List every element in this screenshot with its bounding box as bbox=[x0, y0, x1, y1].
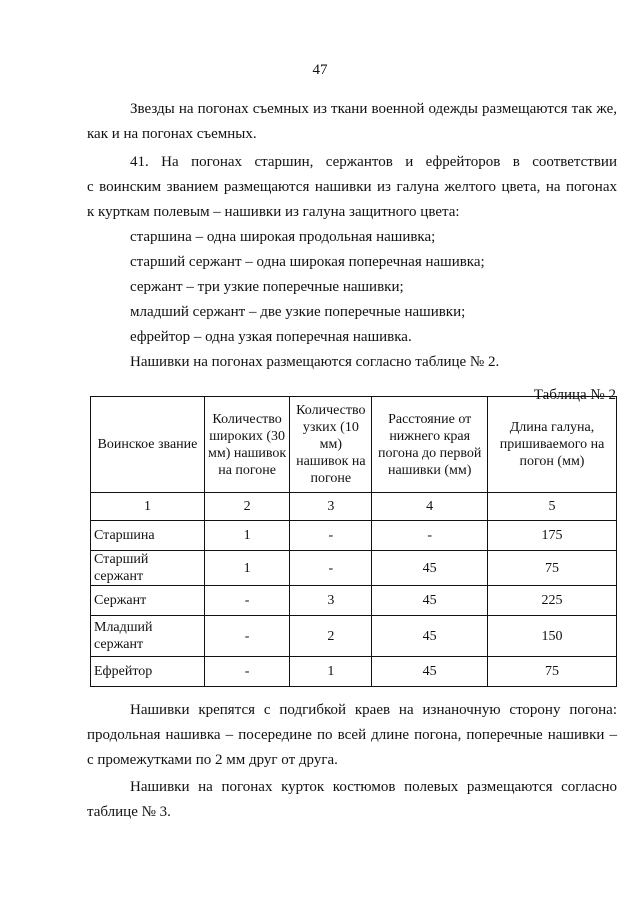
intro-line-1: Звезды на погонах съемных из ткани военной одежды размещаются так же, bbox=[130, 101, 617, 117]
cell-distance: - bbox=[372, 521, 488, 551]
after-line-3: с промежутками по 2 мм друг от друга. bbox=[87, 752, 338, 768]
cell-rank: Сержант bbox=[91, 586, 205, 616]
intro-paragraph bbox=[87, 97, 617, 147]
list-item: старшина – одна широкая продольная нашивка; bbox=[130, 229, 436, 245]
cell-length: 75 bbox=[488, 657, 617, 687]
table-row bbox=[91, 586, 617, 616]
table-row bbox=[91, 551, 617, 586]
after-line-2: продольная нашивка – посередине по всей длине погона, поперечные нашивки – bbox=[87, 727, 617, 743]
final-line-2: таблице № 3. bbox=[87, 804, 171, 820]
table-header-row bbox=[91, 397, 617, 493]
cell-narrow: 1 bbox=[290, 657, 372, 687]
cell-distance: 45 bbox=[372, 586, 488, 616]
cell-distance: 45 bbox=[372, 657, 488, 687]
item-41-line-1: 41. На погонах старшин, сержантов и ефрейторов в соответствии bbox=[130, 154, 617, 170]
page-number: 47 bbox=[312, 62, 328, 78]
header-length: Длина галуна, пришиваемого на погон (мм) bbox=[488, 397, 617, 493]
cell-narrow: 3 bbox=[290, 586, 372, 616]
table-row bbox=[91, 616, 617, 657]
table-row bbox=[91, 521, 617, 551]
header-narrow-count: Количество узких (10 мм) нашивок на погоне bbox=[290, 397, 372, 493]
after-line-1: Нашивки крепятся с подгибкой краев на изнаночную сторону погона: bbox=[130, 702, 617, 718]
list-item: сержант – три узкие поперечные нашивки; bbox=[130, 279, 404, 295]
table-number-row bbox=[91, 493, 617, 521]
item-41-paragraph bbox=[87, 150, 617, 375]
list-item: ефрейтор – одна узкая поперечная нашивка. bbox=[130, 329, 412, 345]
column-number: 1 bbox=[91, 493, 205, 521]
item-41-line-2: с воинским званием размещаются нашивки из галуна желтого цвета, на погонах bbox=[87, 179, 617, 195]
cell-distance: 45 bbox=[372, 616, 488, 657]
cell-length: 225 bbox=[488, 586, 617, 616]
header-rank: Воинское звание bbox=[91, 397, 205, 493]
column-number: 5 bbox=[488, 493, 617, 521]
intro-line-2: как и на погонах съемных. bbox=[87, 126, 257, 142]
cell-narrow: - bbox=[290, 521, 372, 551]
cell-length: 150 bbox=[488, 616, 617, 657]
cell-wide: - bbox=[204, 586, 289, 616]
cell-rank: Ефрейтор bbox=[91, 657, 205, 687]
cell-wide: 1 bbox=[204, 521, 289, 551]
header-wide-count: Количество широких (30 мм) нашивок на погоне bbox=[204, 397, 289, 493]
cell-wide: - bbox=[204, 657, 289, 687]
cell-distance: 45 bbox=[372, 551, 488, 586]
cell-wide: - bbox=[204, 616, 289, 657]
final-paragraph bbox=[87, 775, 617, 825]
cell-length: 75 bbox=[488, 551, 617, 586]
table-caption: Таблица № 2 bbox=[533, 387, 616, 403]
header-distance: Расстояние от нижнего края погона до первой нашивки (мм) bbox=[372, 397, 488, 493]
list-item: младший сержант – две узкие поперечные нашивки; bbox=[130, 304, 466, 320]
column-number: 4 bbox=[372, 493, 488, 521]
cell-wide: 1 bbox=[204, 551, 289, 586]
ranks-table bbox=[90, 396, 617, 687]
cell-narrow: 2 bbox=[290, 616, 372, 657]
cell-length: 175 bbox=[488, 521, 617, 551]
table-row bbox=[91, 657, 617, 687]
cell-narrow: - bbox=[290, 551, 372, 586]
table-reference: Нашивки на погонах размещаются согласно таблице № 2. bbox=[130, 354, 500, 370]
item-41-line-3: к курткам полевым – нашивки из галуна защитного цвета: bbox=[87, 204, 460, 220]
column-number: 3 bbox=[290, 493, 372, 521]
column-number: 2 bbox=[204, 493, 289, 521]
cell-rank: Старший сержант bbox=[91, 551, 205, 586]
after-table-paragraph bbox=[87, 698, 617, 773]
list-item: старший сержант – одна широкая поперечная нашивка; bbox=[130, 254, 485, 270]
cell-rank: Старшина bbox=[91, 521, 205, 551]
final-line-1: Нашивки на погонах курток костюмов полевых размещаются согласно bbox=[130, 779, 617, 795]
cell-rank: Младший сержант bbox=[91, 616, 205, 657]
